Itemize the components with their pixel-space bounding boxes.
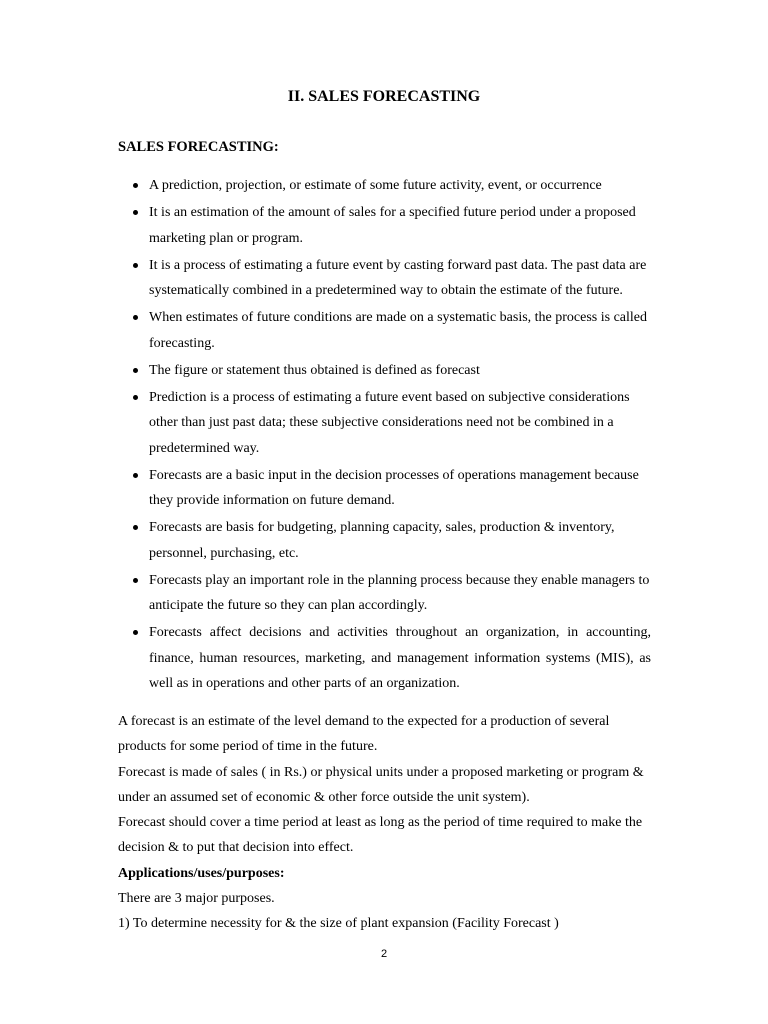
list-item: When estimates of future conditions are made on a systematic basis, the process is called forecasting. bbox=[118, 305, 651, 356]
purpose-item: 1) To determine necessity for & the size of plant expansion (Facility Forecast ) bbox=[118, 916, 559, 932]
list-item: Forecasts are basis for budgeting, planning capacity, sales, production & inventory, personnel, purchasing, etc. bbox=[118, 515, 651, 566]
list-item: Forecasts play an important role in the planning process because they enable managers to anticipate the future so they can plan accordingly. bbox=[118, 568, 651, 619]
applications-heading: Applications/uses/purposes: bbox=[118, 865, 285, 881]
list-item: Forecasts are a basic input in the decision processes of operations management because they provide information on future demand. bbox=[118, 463, 651, 514]
list-item: Prediction is a process of estimating a future event based on subjective considerations other than just past data; these subjective considerations need not be combined in a predetermined way. bbox=[118, 385, 651, 462]
bullet-list bbox=[118, 173, 651, 698]
list-item: It is a process of estimating a future event by casting forward past data. The past data are systematically combined in a predetermined way to obtain the estimate of the future. bbox=[118, 253, 651, 304]
list-item: Forecasts affect decisions and activities throughout an organization, in accounting, finance, human resources, marketing, and management information systems (MIS), as well as in operations and other parts of an organization. bbox=[118, 620, 651, 697]
paragraph: Forecast is made of sales ( in Rs.) or physical units under a proposed marketing or program & under an assumed set of economic & other force outside the unit system). bbox=[118, 764, 644, 805]
list-item: A prediction, projection, or estimate of some future activity, event, or occurrence bbox=[118, 173, 651, 199]
page-number: 2 bbox=[380, 948, 388, 960]
list-item: The figure or statement thus obtained is defined as forecast bbox=[118, 358, 651, 384]
list-item: It is an estimation of the amount of sales for a specified future period under a proposed marketing plan or program. bbox=[118, 200, 651, 251]
paragraph: A forecast is an estimate of the level demand to the expected for a production of several products for some period of time in the future. bbox=[118, 714, 610, 755]
body-text bbox=[118, 709, 651, 937]
page-title: II. SALES FORECASTING bbox=[287, 88, 481, 105]
purposes-intro: There are 3 major purposes. bbox=[118, 891, 275, 907]
section-heading: SALES FORECASTING: bbox=[118, 139, 279, 155]
paragraph: Forecast should cover a time period at least as long as the period of time required to make the decision & to put that decision into effect. bbox=[118, 815, 643, 856]
